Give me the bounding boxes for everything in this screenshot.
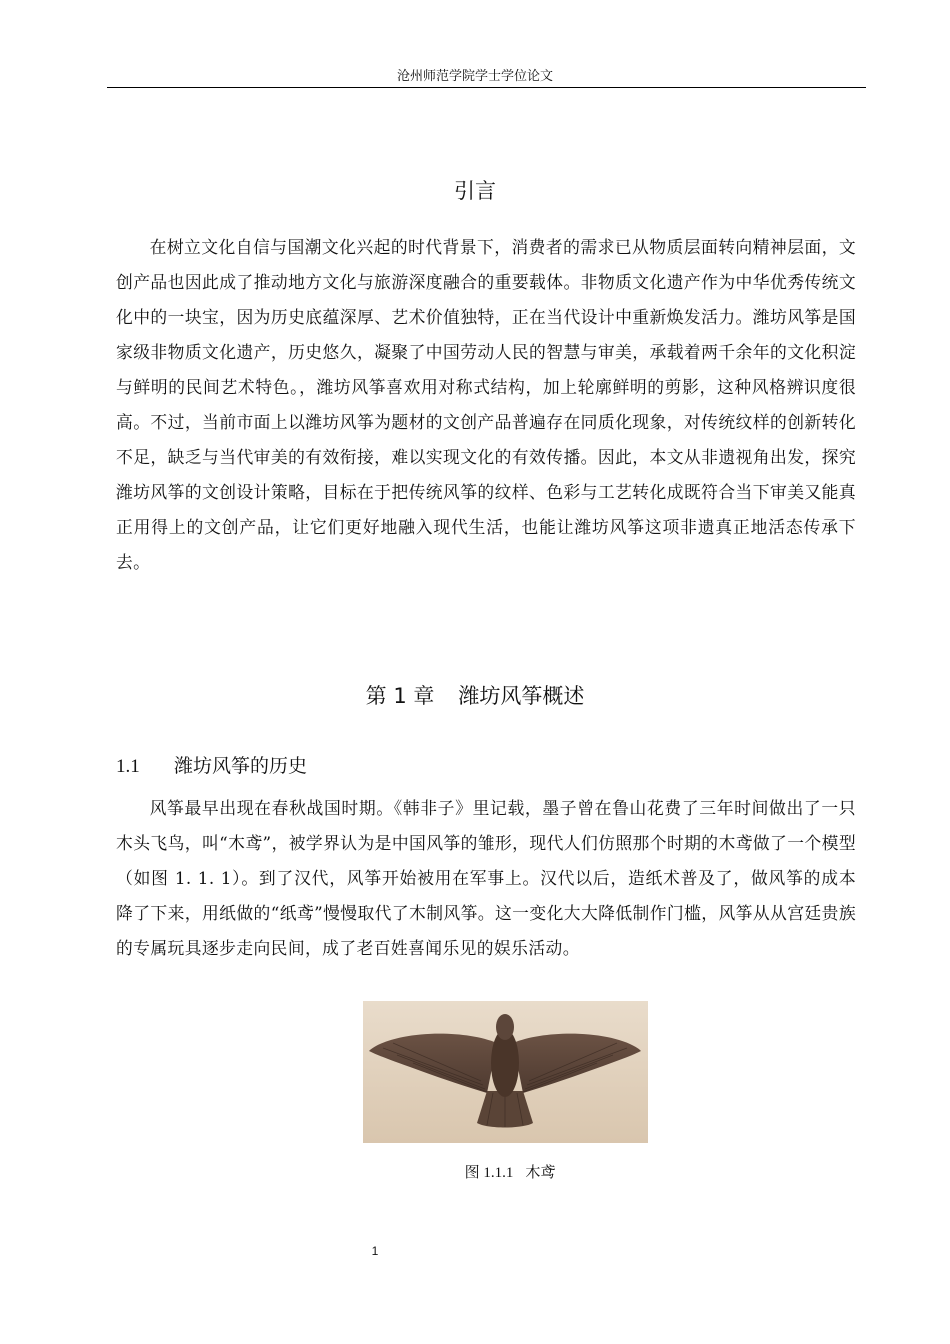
- intro-paragraph: 在树立文化自信与国潮文化兴起的时代背景下，消费者的需求已从物质层面转向精神层面，文创产品也因此成了推动地方文化与旅游深度融合的重要载体。非物质文化遗产作为中华优秀传统文化中的一块宝，因为历史底蕴深厚、艺术价值独特，正在当代设计中重新焕发活力。潍坊风筝是国家级非物质文化遗产，历史悠久，凝聚了中国劳动人民的智慧与审美，承载着两千余年的文化积淀与鲜明的民间艺术特色。，潍坊风筝喜欢用对称式结构，加上轮廓鲜明的剪影，这种风格辨识度很高。不过，当前市面上以潍坊风筝为题材的文创产品普遍存在同质化现象，对传统纹样的创新转化不足，缺乏与当代审美的有效衔接，难以实现文化的有效传播。因此，本文从非遗视角出发，探究潍坊风筝的文创设计策略，目标在于把传统风筝的纹样、色彩与工艺转化成既符合当下审美又能真正用得上的文创产品，让它们更好地融入现代生活，也能让潍坊风筝这项非遗真正地活态传承下去。: [116, 237, 856, 572]
- chapter-heading: [0, 684, 950, 708]
- figure-number: 图 1.1.1: [464, 1165, 514, 1181]
- header-divider: [107, 87, 866, 88]
- history-paragraph: 风筝最早出现在春秋战国时期。《韩非子》里记载，墨子曾在鲁山花费了三年时间做出了一只木头飞鸟，叫“木鸢”，被学界认为是中国风筝的雏形，现代人们仿照那个时期的木鸢做了一个模型（如图 1. 1. 1）。到了汉代，风筝开始被用在军事上。汉代以后，造纸术普及了，做风筝的成本降了下来，用纸做的“纸鸢”慢慢取代了木制风筝。这一变化大大降低制作门槛，风筝从从宫廷贵族的专属玩具逐步走向民间，成了老百姓喜闻乐见的娱乐活动。: [116, 798, 856, 958]
- running-header: 沧州师范学院学士学位论文: [396, 69, 553, 84]
- figure-caption-text: 木鸢: [525, 1163, 556, 1181]
- chapter-number: 第 1 章: [365, 684, 435, 708]
- chapter-title: 潍坊风筝概述: [458, 684, 585, 708]
- section-title: 潍坊风筝的历史: [174, 755, 308, 777]
- wooden-kite-photo: [363, 1001, 648, 1143]
- figure-caption: [0, 1162, 950, 1183]
- intro-heading: 引言: [454, 179, 496, 203]
- page-number: 1: [371, 1244, 379, 1258]
- section-number: 1.1: [116, 756, 140, 777]
- section-heading: [116, 754, 307, 779]
